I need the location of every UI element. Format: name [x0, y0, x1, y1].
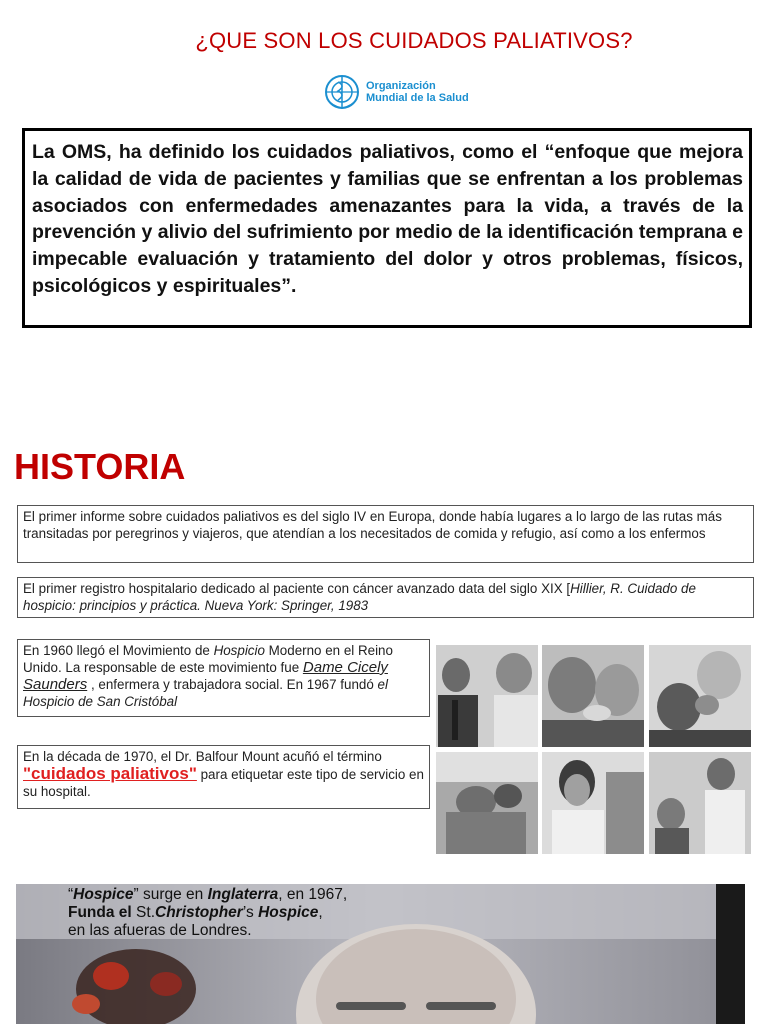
photo-2 [542, 645, 644, 747]
caption-line-1: “Hospice” surge en Inglaterra, en 1967, [68, 886, 348, 903]
definition-text: La OMS, ha definido los cuidados paliativos, como el “enfoque que mejora la calidad de vida de pacientes y familias que se enfrentan a los problemas asociados con enfermedades amenazantes para la vida, a través de la prevención y alivio del sufrimiento por medio de la identificación temprana e impecable evaluación y tratamiento del dolor y otros problemas, físicos, psicológicos y espirituales”. [32, 141, 743, 297]
photo-1 [436, 645, 538, 747]
logo-line-1: Organización [366, 80, 436, 92]
caption-line-2: Funda el St.Christopher’s Hospice, [68, 904, 323, 921]
hospice-caption [68, 886, 347, 940]
history-box-4 [17, 745, 430, 809]
history-box-1 [17, 505, 754, 563]
photo-5 [542, 752, 644, 854]
definition-box [22, 128, 752, 328]
history-box-2 [17, 577, 754, 618]
history-text-2a: El primer registro hospitalario dedicado al paciente con cáncer avanzado data del siglo XIX [ [23, 581, 571, 596]
history-text-1: El primer informe sobre cuidados paliativos es del siglo IV en Europa, donde había lugares a lo largo de las rutas más transitadas por peregrinos y viajeros, que atendían a los necesitados de comida y refugio, así como a los enfermos [23, 509, 722, 541]
history-text-3e: , enfermera y trabajadora social. En 1967 fundó [87, 677, 378, 692]
historia-heading: HISTORIA [14, 446, 186, 487]
history-text-3c: Moderno en el Reino Unido. La responsable de este movimiento fue [23, 643, 393, 675]
history-text-3a: En 1960 llegó el Movimiento de [23, 643, 214, 658]
history-text-4c: para etiquetar este tipo de servicio en su hospital. [23, 767, 424, 799]
hospice-photo [16, 884, 745, 1024]
who-emblem-icon [322, 73, 362, 111]
who-logo [322, 73, 469, 111]
history-text-3b: Hospicio [213, 643, 265, 658]
saunders-link[interactable]: Dame Cicely Saunders [23, 659, 388, 693]
history-text-3f: el Hospicio de San Cristóbal [23, 677, 388, 709]
photo-4 [436, 752, 538, 854]
photo-3 [649, 645, 751, 747]
cuidados-paliativos-link[interactable]: "cuidados paliativos" [23, 764, 197, 783]
history-box-3 [17, 639, 430, 717]
photo-6 [649, 752, 751, 854]
history-citation: Hillier, R. Cuidado de hospicio: principios y práctica. Nueva York: Springer, 1983 [23, 581, 696, 613]
history-text-4a: En la década de 1970, el Dr. Balfour Mount acuñó el término [23, 749, 382, 764]
caption-line-3: en las afueras de Londres. [68, 922, 252, 939]
logo-line-2: Mundial de la Salud [366, 92, 469, 104]
page-title: ¿QUE SON LOS CUIDADOS PALIATIVOS? [195, 28, 633, 53]
